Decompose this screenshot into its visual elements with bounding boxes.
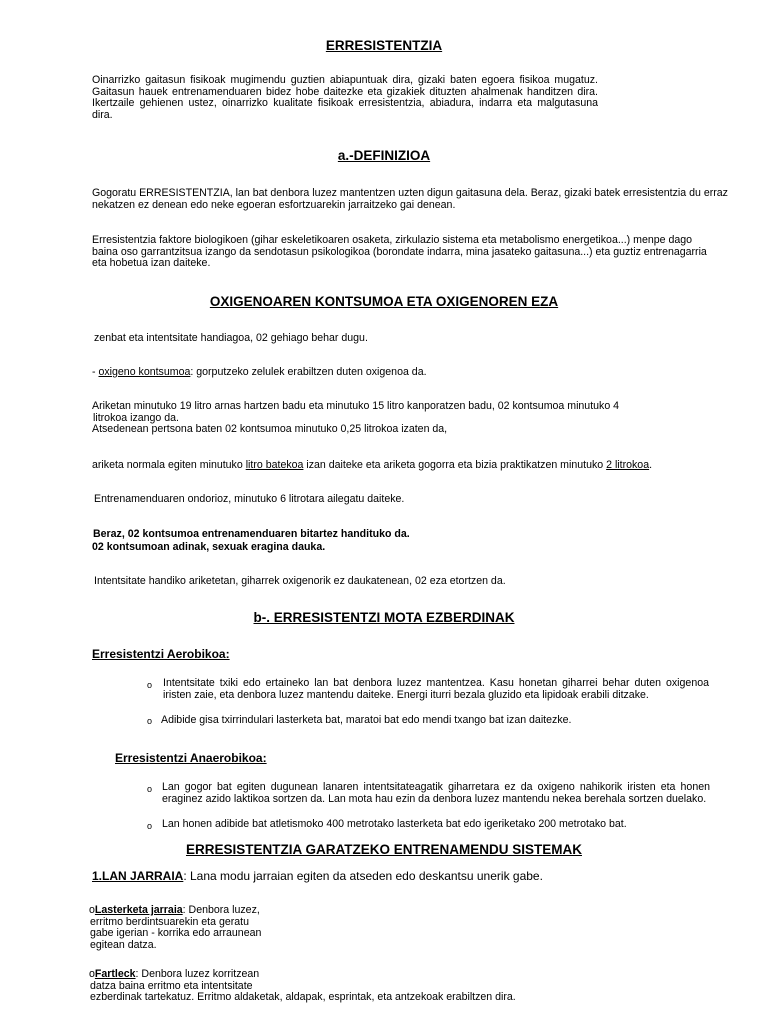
oxygen-p4-text-b: izan daiteke eta ariketa gogorra eta bizia praktikatzen minutuko xyxy=(303,459,607,471)
oxygen-p3-line1: Ariketan minutuko 19 litro arnas hartzen badu eta minutuko 15 litro kanporatzen badu, 02 kontsumoa minutuko 4 xyxy=(92,400,620,412)
oxygen-paragraph-5: Entrenamenduaren ondorioz, minutuko 6 litrotara ailegatu daiteke. xyxy=(94,493,405,505)
definition-paragraph-2: Erresistentzia faktore biologikoen (gihar eskeletikoaren osaketa, zirkulazio sistema eta metabolismo energetikoa...) menpe dago baina oso garrantzitsua izango da sendotasun psikologikoa (borondate indarra, mina jasateko gaitasuna...) eta guztiz entrenagarria eta hobetua izan daiteke. xyxy=(92,234,707,270)
oxygen-bold-line-1: Beraz, 02 kontsumoa entrenamenduaren bitartez handituko da. xyxy=(93,528,410,540)
dash-prefix: - xyxy=(92,366,99,378)
oxygen-paragraph-3 xyxy=(92,401,732,436)
anaerobic-bullet-1: Lan gogor bat egiten dugunean lanaren intentsitateagatik giharretara ez da oxigeno nahikorik iristen eta honen eraginez azido laktikoa sortzen da. Lan mota hau ezin da denbora luzez mantendu nekea berehala sortzen duelako. xyxy=(162,781,710,805)
aerobic-heading: Erresistentzi Aerobikoa: xyxy=(92,647,230,661)
fartlek-line1: : Denbora luzez korritzean xyxy=(135,968,260,980)
anaerobic-bullet-2: Lan honen adibide bat atletismoko 400 metrotako lasterketa bat edo igeriketako 200 metrotako bat. xyxy=(162,818,627,830)
intro-paragraph: Oinarrizko gaitasun fisikoak mugimendu guztien abiapuntuak dira, gizaki baten egoera fisikoa mugatuz. Gaitasun hauek entrenamenduaren bidez hobe daitezke eta gizakiek dituzten ahalmenak handitzen dira. Ikertzaile gehienen ustez, oinarrizko kualitate fisikoak erresistentzia, abiadura, indarra eta malgutasuna dira. xyxy=(92,74,598,121)
oxygen-p4-underlined-1: litro batekoa xyxy=(245,459,304,471)
bullet-marker: o xyxy=(147,784,153,794)
oxygen-bold-line-2: 02 kontsumoan adinak, sexuak eragina dauka. xyxy=(92,541,326,553)
oxygen-paragraph-4 xyxy=(92,460,652,472)
oxygen-heading: OXIGENOAREN KONTSUMOA ETA OXIGENOREN EZA xyxy=(209,294,559,309)
continuous-work-line xyxy=(92,869,543,883)
oxygen-definition-line xyxy=(92,367,427,379)
item-marker: o xyxy=(89,968,95,980)
oxygen-p3-line3: Atsedenean pertsona baten 02 kontsumoa minutuko 0,25 litrokoa izaten da, xyxy=(92,423,448,436)
continuous-run-line1: : Denbora luzez, xyxy=(182,904,260,916)
continuous-run-line2: erritmo berdintsuarekin eta geratu xyxy=(90,915,249,928)
fartlek-label: Fartleck xyxy=(94,968,136,980)
fartlek-line2: datza baina erritmo eta intentsitate xyxy=(90,979,253,992)
definition-heading: a.-DEFINIZIOA xyxy=(337,148,431,163)
bullet-marker: o xyxy=(147,716,153,726)
types-heading: b-. ERRESISTENTZI MOTA EZBERDINAK xyxy=(253,610,515,625)
continuous-run-item xyxy=(89,905,261,951)
oxygen-definition-text: : gorputzeko zelulek erabiltzen duten oxigenoa da. xyxy=(190,366,427,378)
oxygen-consumption-term: oxigeno kontsumoa xyxy=(98,366,191,378)
page-title: ERRESISTENTZIA xyxy=(325,38,443,53)
oxygen-paragraph-1: zenbat eta intentsitate handiagoa, 02 gehiago behar dugu. xyxy=(94,332,368,344)
fartlek-item xyxy=(89,969,516,1004)
item-marker: o xyxy=(89,904,95,916)
bullet-marker: o xyxy=(147,821,153,831)
oxygen-p3-line2: litrokoa izango da. xyxy=(93,411,179,424)
oxygen-paragraph-6: Intentsitate handiko ariketetan, giharrek oxigenorik ez daukatenean, 02 eza etortzen da. xyxy=(94,575,506,587)
bullet-marker: o xyxy=(147,680,153,690)
continuous-run-line4: egitean datza. xyxy=(90,938,157,951)
continuous-work-label: 1.LAN JARRAIA xyxy=(92,869,184,883)
definition-paragraph-1: Gogoratu ERRESISTENTZIA, lan bat denbora luzez mantentzen uzten digun gaitasuna dela. Beraz, gizaki batek erresistentzia du erraz nekatzen ez denean edo neke egoeran esfortzuarekin jarraitzeko gai denean. xyxy=(92,187,728,211)
aerobic-bullet-2: Adibide gisa txirrindulari lasterketa bat, maratoi bat edo mendi txango bat izan daitezke. xyxy=(161,714,572,726)
aerobic-bullet-1: Intentsitate txiki edo ertaineko lan bat denbora luzez mantentzea. Kasu honetan giharrei behar duten oxigenoa iristen zaie, eta denbora luzez mantendu daiteke. Energi iturri bezala gluzido eta lipidoak erabili ditzake. xyxy=(163,677,709,701)
continuous-run-line3: gabe igerian - korrika edo arraunean xyxy=(90,927,262,940)
continuous-run-label: Lasterketa jarraia xyxy=(94,904,183,916)
oxygen-p4-underlined-2: 2 litrokoa xyxy=(606,459,650,471)
continuous-work-text: : Lana modu jarraian egiten da atseden edo deskantsu unerik gabe. xyxy=(183,869,543,883)
oxygen-p4-text-a: ariketa normala egiten minutuko xyxy=(92,459,246,471)
systems-heading: ERRESISTENTZIA GARATZEKO ENTRENAMENDU SISTEMAK xyxy=(185,842,582,857)
oxygen-p4-text-c: . xyxy=(649,459,653,471)
anaerobic-heading: Erresistentzi Anaerobikoa: xyxy=(115,751,267,765)
fartlek-line3: ezberdinak tartekatuz. Erritmo aldaketak, aldapak, esprintak, eta antzekoak erabiltzen dira. xyxy=(90,991,516,1004)
